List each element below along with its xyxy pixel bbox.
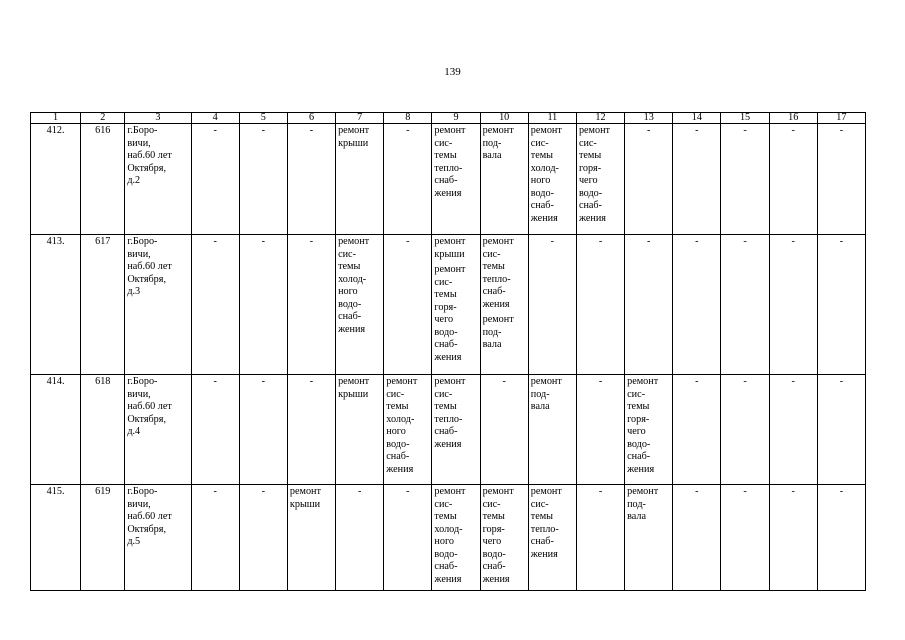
cell: -	[721, 485, 769, 591]
cell: -	[239, 235, 287, 375]
cell: -	[287, 124, 335, 235]
row-number: 414.	[31, 375, 81, 485]
cell: ремонт сис- темы тепло- снаб- жения	[432, 375, 480, 485]
cell: -	[239, 485, 287, 591]
cell: ремонт сис- темы холод- ного водо- снаб- жения	[432, 485, 480, 591]
cell: -	[528, 235, 576, 375]
column-number: 17	[817, 113, 865, 124]
cell: -	[191, 235, 239, 375]
cell: ремонт сис- темы горя- чего водо- снаб- жения	[576, 124, 624, 235]
cell: ремонт сис- темы тепло- снаб- жения	[432, 124, 480, 235]
repair-schedule-table	[30, 112, 866, 591]
cell: -	[769, 375, 817, 485]
table-row	[31, 375, 866, 485]
cell: ремонт сис- темы тепло- снаб- жения	[528, 485, 576, 591]
column-number: 9	[432, 113, 480, 124]
column-number: 14	[673, 113, 721, 124]
column-number: 3	[125, 113, 191, 124]
cell: ремонт крыши	[336, 124, 384, 235]
cell	[432, 235, 480, 375]
cell: -	[191, 375, 239, 485]
cell-entry: ремонт сис- темы тепло- снаб- жения	[482, 236, 514, 310]
address: г.Боро- вичи, наб.60 лет Октября, д.5	[125, 485, 191, 591]
cell-entry: ремонт крыши	[434, 236, 466, 260]
cell: -	[769, 235, 817, 375]
cell: -	[576, 235, 624, 375]
cell: -	[625, 235, 673, 375]
cell: ремонт крыши	[287, 485, 335, 591]
cell: -	[769, 485, 817, 591]
house-code: 618	[81, 375, 125, 485]
table-row	[31, 124, 866, 235]
cell: -	[239, 375, 287, 485]
column-number: 5	[239, 113, 287, 124]
column-number: 1	[31, 113, 81, 124]
cell: -	[191, 485, 239, 591]
column-number: 12	[576, 113, 624, 124]
cell: ремонт сис- темы холод- ного водо- снаб- жения	[528, 124, 576, 235]
table-row	[31, 485, 866, 591]
cell-entry: ремонт под- вала	[482, 314, 514, 350]
cell: -	[625, 124, 673, 235]
cell: -	[384, 485, 432, 591]
row-number: 412.	[31, 124, 81, 235]
cell: -	[721, 375, 769, 485]
cell: -	[191, 124, 239, 235]
cell: ремонт под- вала	[480, 124, 528, 235]
page-number: 139	[444, 66, 461, 78]
cell-entry: ремонт сис- темы горя- чего водо- снаб- жения	[434, 264, 466, 363]
cell: -	[336, 485, 384, 591]
column-number: 4	[191, 113, 239, 124]
column-number: 15	[721, 113, 769, 124]
cell: -	[576, 375, 624, 485]
house-code: 617	[81, 235, 125, 375]
cell: -	[817, 235, 865, 375]
cell	[480, 235, 528, 375]
cell: -	[673, 485, 721, 591]
cell: -	[721, 235, 769, 375]
cell: -	[673, 124, 721, 235]
column-number: 11	[528, 113, 576, 124]
column-number: 13	[625, 113, 673, 124]
address: г.Боро- вичи, наб.60 лет Октября, д.4	[125, 375, 191, 485]
cell: -	[817, 124, 865, 235]
cell: ремонт под- вала	[528, 375, 576, 485]
house-code: 616	[81, 124, 125, 235]
cell: ремонт сис- темы холод- ного водо- снаб- жения	[336, 235, 384, 375]
column-number: 16	[769, 113, 817, 124]
table-row	[31, 235, 866, 375]
cell: -	[287, 375, 335, 485]
cell: -	[287, 235, 335, 375]
column-number: 10	[480, 113, 528, 124]
cell: ремонт сис- темы горя- чего водо- снаб- жения	[625, 375, 673, 485]
cell: -	[721, 124, 769, 235]
cell: -	[384, 235, 432, 375]
cell: -	[817, 375, 865, 485]
column-number: 2	[81, 113, 125, 124]
cell: -	[769, 124, 817, 235]
cell: ремонт крыши	[336, 375, 384, 485]
cell: -	[384, 124, 432, 235]
cell: -	[673, 235, 721, 375]
cell: ремонт под- вала	[625, 485, 673, 591]
cell: ремонт сис- темы горя- чего водо- снаб- жения	[480, 485, 528, 591]
column-number: 8	[384, 113, 432, 124]
cell: ремонт сис- темы холод- ного водо- снаб- жения	[384, 375, 432, 485]
cell: -	[576, 485, 624, 591]
row-number: 413.	[31, 235, 81, 375]
row-number: 415.	[31, 485, 81, 591]
house-code: 619	[81, 485, 125, 591]
cell: -	[239, 124, 287, 235]
cell: -	[480, 375, 528, 485]
column-number: 6	[287, 113, 335, 124]
cell: -	[817, 485, 865, 591]
address: г.Боро- вичи, наб.60 лет Октября, д.3	[125, 235, 191, 375]
address: г.Боро- вичи, наб.60 лет Октября, д.2	[125, 124, 191, 235]
header-row	[31, 113, 866, 124]
column-number: 7	[336, 113, 384, 124]
cell: -	[673, 375, 721, 485]
